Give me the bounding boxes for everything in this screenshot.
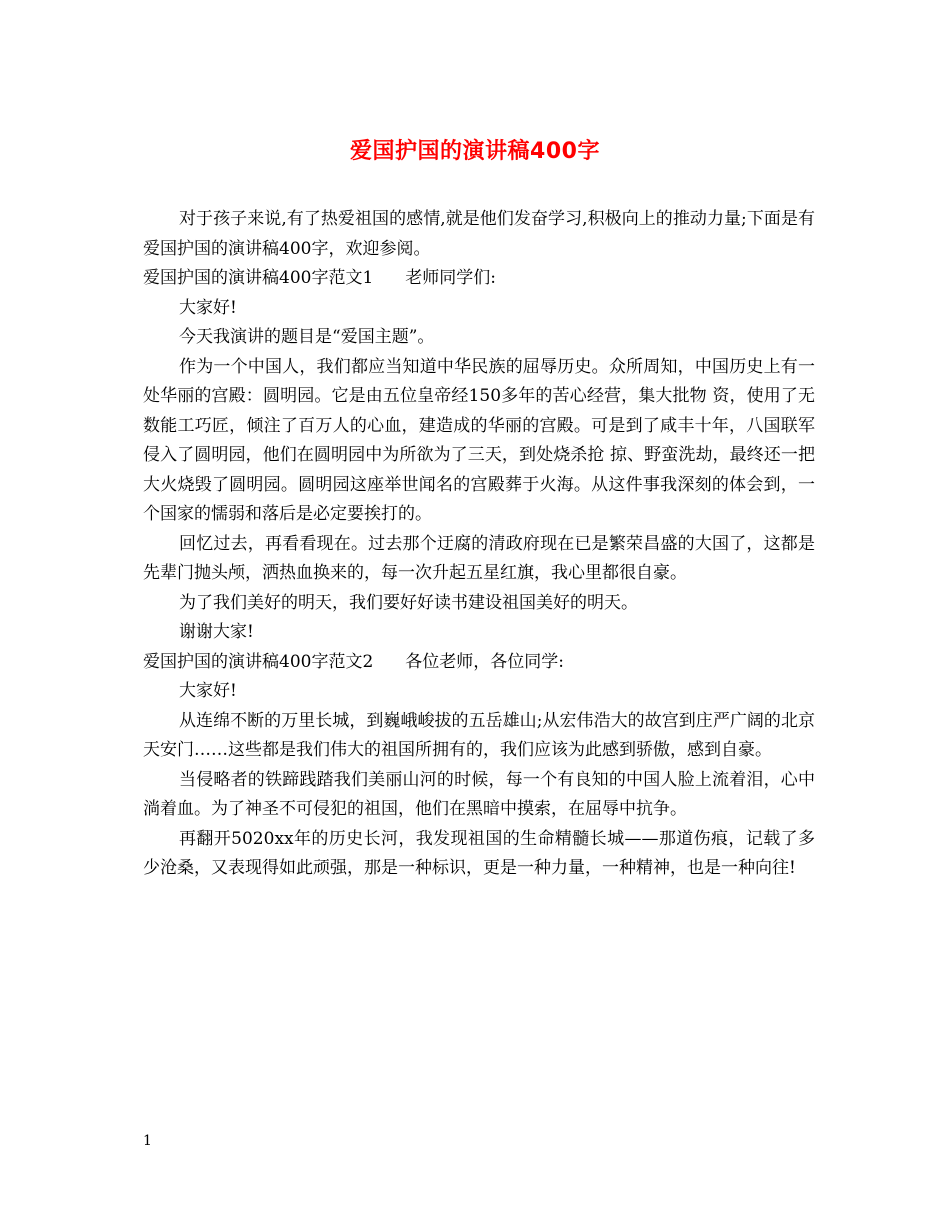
section-title-2: 爱国护国的演讲稿400字范文2: [143, 651, 374, 672]
document-title: 爱国护国的演讲稿400字: [350, 139, 600, 164]
section-title-1: 爱国护国的演讲稿400字范文1: [143, 268, 374, 288]
landmarks-paragraph: 从连绵不断的万里长城，到巍峨峻拔的五岳雄山;从宏伟浩大的故宫到庄严广阔的北京天安门……这些都是我们伟大的祖国所拥有的，我们应该为此感到骄傲，感到自豪。: [143, 710, 815, 760]
past-present-paragraph: 回忆过去，再看看现在。过去那个迂腐的清政府现在已是繁荣昌盛的大国了，这都是先辈门抛头颅，洒热血换来的，每一次升起五星红旗，我心里都很自豪。: [143, 533, 815, 583]
greeting-paragraph: 大家好!: [179, 297, 237, 318]
thanks-paragraph: 谢谢大家!: [179, 622, 254, 642]
history-paragraph: 作为一个中国人，我们都应当知道中华民族的屈辱历史。众所周知，中国历史上有一处华丽的宫殿：圆明园。它是由五位皇帝经150多年的苦心经营，集大批物 资，使用了无数能工巧匠，倾注了百万人的心血，建造成的华丽的宫殿。可是到了咸丰十年，八国联军侵入了圆明园，他们在圆明园中为所欲为了三天，到处烧杀抢 掠、野蛮洗劫，最终还一把大火烧毁了圆明园。圆明园这座举世闻名的宫殿葬于火海。从这件事我深刻的体会到，一个国家的懦弱和落后是必定要挨打的。: [143, 356, 815, 524]
section-heading-2: [143, 648, 815, 678]
great-wall-paragraph: 再翻开5020xx年的历史长河，我发现祖国的生命精髓长城——那道伤痕，记载了多少沧桑，又表现得如此顽强，那是一种标识，更是一种力量，一种精神，也是一种向往!: [143, 828, 815, 878]
section-heading-1: [143, 264, 815, 294]
future-paragraph: 为了我们美好的明天，我们要好好读书建设祖国美好的明天。: [179, 592, 638, 613]
intro-paragraph: 对于孩子来说,有了热爱祖国的感情,就是他们发奋学习,积极向上的推动力量;下面是有爱国护国的演讲稿400字，欢迎参阅。: [143, 209, 815, 259]
page-number: 1: [143, 1133, 152, 1149]
document-body: [143, 205, 815, 884]
salutation-2: 各位老师，各位同学:: [405, 651, 564, 672]
invasion-paragraph: 当侵略者的铁蹄践踏我们美丽山河的时候，每一个有良知的中国人脸上流着泪，心中淌着血。为了神圣不可侵犯的祖国，他们在黑暗中摸索，在屈辱中抗争。: [143, 769, 815, 819]
topic-paragraph: 今天我演讲的题目是“爱国主题”。: [179, 327, 435, 347]
greeting-paragraph-2: 大家好!: [179, 681, 237, 701]
salutation-1: 老师同学们:: [405, 268, 496, 288]
